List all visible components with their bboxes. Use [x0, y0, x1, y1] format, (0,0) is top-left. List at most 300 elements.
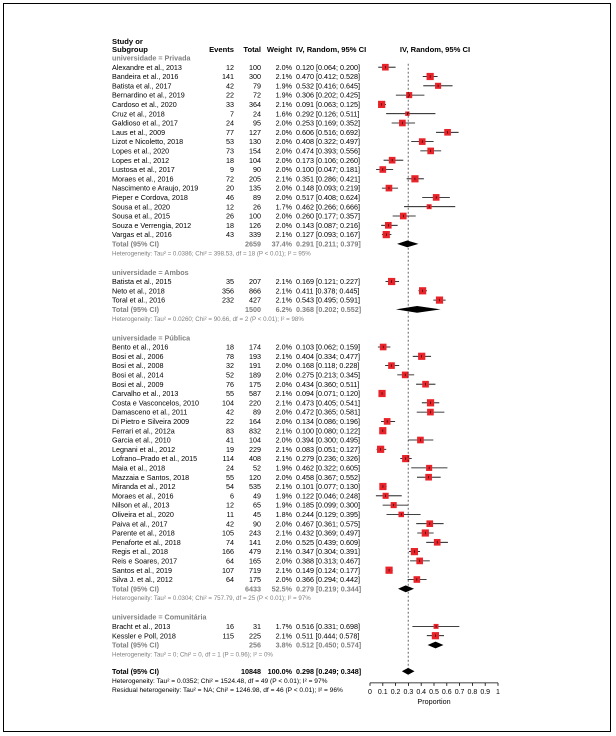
study-total: 126: [249, 220, 261, 230]
study-ci: 0.473 [0.405; 0.541]: [296, 398, 360, 408]
study-ci: 0.366 [0.294; 0.442]: [296, 575, 360, 585]
study-weight: 2.0%: [275, 342, 292, 352]
study-name: Laus et al., 2009: [112, 127, 166, 137]
study-weight: 2.1%: [275, 444, 292, 454]
study-ci: 0.168 [0.118; 0.228]: [296, 361, 360, 371]
study-events: 35: [226, 277, 234, 287]
study-total: 31: [253, 622, 261, 631]
study-weight: 1.6%: [275, 109, 292, 119]
study-total: 100: [249, 211, 261, 221]
study-weight: 1.9%: [275, 81, 292, 91]
study-name: Lofrano–Prado et al., 2015: [112, 454, 198, 464]
study-events: 12: [226, 500, 234, 510]
x-tick-label: 0.9: [480, 688, 491, 696]
study-total: 135: [249, 183, 261, 193]
study-total: 866: [249, 286, 261, 296]
study-weight: 2.0%: [275, 370, 292, 380]
study-ci: 0.404 [0.334; 0.477]: [296, 351, 360, 361]
subgroup-heterogeneity: Heterogeneity: Tau² = 0.0304; Chi² = 757.79, df = 25 (P < 0.01); I² = 97%: [112, 595, 311, 603]
study-ci: 0.394 [0.300; 0.495]: [296, 435, 360, 445]
study-name: Cardoso et al., 2020: [112, 100, 177, 109]
study-total: 220: [249, 398, 261, 408]
study-events: 73: [226, 146, 234, 156]
subgroup-label: universidade = Pública: [112, 333, 191, 343]
x-tick-label: 0.6: [441, 688, 452, 696]
subgroup-diamond: [396, 306, 441, 313]
overall-heterogeneity: Heterogeneity: Tau² = 0.0352; Chi² = 1524.48, df = 49 (P < 0.01); I² = 97%: [112, 677, 328, 685]
study-total: 719: [249, 565, 261, 575]
study-events: 24: [226, 118, 234, 128]
subgroup-heterogeneity: Heterogeneity: Tau² = 0.0386; Chi² = 398.53, df = 18 (P < 0.01); I² = 95%: [112, 250, 311, 258]
study-events: 22: [226, 90, 234, 100]
subgroup-diamond: [428, 642, 444, 649]
study-ci: 0.101 [0.077; 0.130]: [296, 482, 360, 492]
header-events: Events: [209, 45, 234, 54]
study-ci: 0.292 [0.126; 0.511]: [296, 109, 360, 119]
residual-heterogeneity: Residual heterogeneity: Tau² = NA; Chi² = 1246.98, df = 46 (P < 0.01); I² = 96%: [112, 686, 343, 694]
study-events: 74: [226, 537, 234, 547]
study-ci: 0.279 [0.236; 0.326]: [296, 454, 360, 464]
study-events: 55: [226, 389, 234, 399]
study-total: 229: [249, 444, 261, 454]
study-ci: 0.347 [0.304; 0.391]: [296, 547, 360, 557]
study-events: 72: [226, 174, 234, 184]
subgroup-heterogeneity: Heterogeneity: Tau² = 0; Chi² = 0, df = 1 (P = 0.96); I² = 0%: [112, 651, 273, 659]
study-total: 427: [249, 295, 261, 305]
study-events: 22: [226, 417, 234, 426]
study-weight: 2.1%: [275, 547, 292, 557]
study-ci: 0.127 [0.093; 0.167]: [296, 230, 360, 240]
study-weight: 2.1%: [275, 398, 292, 408]
study-events: 20: [226, 183, 234, 193]
subgroup-total-n: 6433: [245, 584, 261, 594]
study-total: 479: [249, 547, 261, 557]
study-weight: 2.0%: [275, 118, 292, 128]
study-events: 12: [226, 202, 234, 212]
study-total: 207: [249, 277, 261, 287]
study-weight: 2.1%: [275, 295, 292, 305]
study-weight: 1.9%: [275, 500, 292, 510]
overall-total-n: 10848: [241, 666, 261, 676]
study-name: Bosi et al., 2006: [112, 351, 164, 361]
study-total: 193: [249, 351, 261, 361]
study-ci: 0.388 [0.313; 0.467]: [296, 556, 360, 566]
study-weight: 2.0%: [275, 537, 292, 547]
study-events: 11: [226, 510, 234, 519]
study-name: Bosi et al., 2009: [112, 379, 164, 389]
study-total: 205: [249, 174, 261, 184]
study-total: 90: [253, 165, 261, 175]
study-ci: 0.470 [0.412; 0.528]: [296, 72, 360, 82]
study-weight: 2.0%: [275, 183, 292, 193]
study-name: Bosi et al., 2014: [112, 370, 164, 380]
study-events: 356: [222, 286, 234, 296]
study-weight: 2.1%: [275, 565, 292, 575]
study-events: 9: [230, 165, 234, 175]
study-total: 164: [249, 417, 261, 426]
study-events: 141: [222, 72, 234, 82]
study-events: 18: [226, 220, 234, 230]
study-total: 225: [249, 631, 261, 641]
overall-total-ci: 0.298 [0.249; 0.348]: [296, 666, 362, 676]
study-events: 64: [226, 575, 234, 585]
study-events: 43: [226, 230, 234, 240]
study-weight: 1.7%: [275, 202, 292, 212]
subgroup-label: universidade = Ambos: [112, 267, 189, 277]
study-events: 16: [226, 622, 234, 631]
study-ci: 0.083 [0.051; 0.127]: [296, 444, 360, 454]
study-events: 42: [226, 81, 234, 91]
study-total: 189: [249, 370, 261, 380]
study-ci: 0.185 [0.099; 0.300]: [296, 500, 360, 510]
subgroup-total-weight: 3.8%: [275, 640, 292, 650]
study-weight: 2.0%: [275, 472, 292, 482]
study-events: 232: [222, 295, 234, 305]
study-name: Batista et al., 2017: [112, 81, 172, 91]
study-name: Regis et al., 2018: [112, 547, 168, 557]
study-name: Penaforte et al., 2018: [112, 537, 181, 547]
study-ci: 0.148 [0.093; 0.219]: [296, 183, 360, 193]
study-weight: 1.9%: [275, 463, 292, 473]
study-events: 55: [226, 472, 234, 482]
study-name: Neto et al., 2018: [112, 286, 165, 296]
study-ci: 0.275 [0.213; 0.345]: [296, 370, 360, 380]
subgroup-total-weight: 52.5%: [271, 584, 292, 594]
subgroup-total-label: Total (95% CI): [112, 239, 159, 249]
study-name: Oliveira et al., 2020: [112, 510, 174, 519]
study-ci: 0.606 [0.516; 0.692]: [296, 127, 360, 137]
study-ci: 0.103 [0.062; 0.159]: [296, 342, 360, 352]
x-tick-label: 1: [496, 688, 500, 696]
study-name: Kessler e Poll, 2018: [112, 631, 176, 641]
study-name: Sousa et al., 2015: [112, 211, 170, 221]
study-total: 535: [249, 482, 261, 492]
study-weight: 2.1%: [275, 631, 292, 641]
study-weight: 2.0%: [275, 165, 292, 175]
subgroup-total-n: 1500: [245, 305, 261, 314]
study-total: 408: [249, 454, 261, 464]
study-name: Paiva et al., 2017: [112, 519, 168, 529]
study-total: 104: [249, 435, 261, 445]
study-total: 174: [249, 342, 261, 352]
subgroup-total-ci: 0.291 [0.211; 0.379]: [296, 239, 361, 249]
study-events: 18: [226, 342, 234, 352]
study-events: 42: [226, 519, 234, 529]
study-total: 45: [253, 510, 261, 519]
study-name: Parente et al., 2018: [112, 528, 175, 538]
study-ci: 0.516 [0.331; 0.698]: [296, 622, 360, 631]
study-weight: 2.1%: [275, 528, 292, 538]
study-name: Galdioso et al., 2017: [112, 118, 178, 128]
study-weight: 1.8%: [275, 510, 292, 519]
study-weight: 2.0%: [275, 407, 292, 417]
study-name: Sousa et al., 2020: [112, 202, 170, 212]
study-ci: 0.474 [0.393; 0.556]: [296, 146, 360, 156]
study-weight: 2.0%: [275, 193, 292, 202]
study-ci: 0.517 [0.408; 0.624]: [296, 193, 360, 202]
subgroup-total-label: Total (95% CI): [112, 305, 159, 314]
study-name: Nascimento e Araujo, 2019: [112, 183, 199, 193]
study-events: 83: [226, 426, 234, 436]
study-name: Moraes et al., 2016: [112, 174, 174, 184]
study-name: Legnani et al., 2012: [112, 444, 176, 454]
study-name: Carvalho et al., 2013: [112, 389, 179, 399]
study-weight: 1.9%: [275, 491, 292, 501]
header-plot: IV, Random, 95% CI: [399, 45, 471, 54]
study-weight: 2.1%: [275, 174, 292, 184]
study-weight: 2.1%: [275, 426, 292, 436]
study-events: 115: [222, 631, 234, 641]
study-weight: 2.1%: [275, 454, 292, 464]
study-total: 100: [249, 62, 261, 72]
study-events: 53: [226, 137, 234, 147]
study-total: 89: [253, 407, 261, 417]
study-weight: 2.0%: [275, 211, 292, 221]
study-name: Reis e Soares, 2017: [112, 556, 178, 566]
study-weight: 2.0%: [275, 146, 292, 156]
study-name: Bosi et al., 2008: [112, 361, 164, 371]
study-ci: 0.094 [0.071; 0.120]: [296, 389, 360, 399]
study-name: Bento et al., 2016: [112, 342, 169, 352]
study-ci: 0.525 [0.439; 0.609]: [296, 537, 360, 547]
study-name: Pieper e Cordova, 2018: [112, 193, 188, 202]
study-ci: 0.434 [0.360; 0.511]: [296, 379, 360, 389]
study-events: 54: [226, 482, 234, 492]
study-name: Silva J. et al., 2012: [112, 575, 173, 585]
x-tick-label: 0.7: [454, 688, 465, 696]
study-ci: 0.244 [0.129; 0.395]: [296, 510, 360, 519]
study-name: Garcia et al., 2010: [112, 435, 171, 445]
x-tick-label: 0.8: [467, 688, 478, 696]
x-tick-label: 0.5: [429, 688, 439, 696]
x-tick-label: 0.3: [403, 688, 414, 696]
study-events: 33: [226, 100, 234, 109]
study-ci: 0.306 [0.202; 0.425]: [296, 90, 360, 100]
study-ci: 0.253 [0.169; 0.352]: [296, 118, 360, 128]
study-weight: 2.1%: [275, 389, 292, 399]
header-weight: Weight: [266, 45, 292, 54]
study-ci: 0.458 [0.367; 0.552]: [296, 472, 360, 482]
study-name: Bernardino et al., 2019: [112, 90, 185, 100]
subgroup-heterogeneity: Heterogeneity: Tau² = 0.0260; Chi² = 90.66, df = 2 (P < 0.01); I² = 98%: [112, 315, 304, 323]
study-events: 76: [226, 379, 234, 389]
study-total: 175: [249, 379, 261, 389]
study-total: 141: [249, 537, 261, 547]
study-ci: 0.467 [0.361; 0.575]: [296, 519, 360, 529]
study-weight: 2.0%: [275, 556, 292, 566]
study-weight: 2.0%: [275, 361, 292, 371]
study-total: 26: [253, 202, 261, 212]
study-ci: 0.411 [0.378; 0.445]: [296, 286, 360, 296]
study-weight: 2.1%: [275, 482, 292, 492]
study-events: 18: [226, 155, 234, 165]
study-events: 104: [222, 398, 234, 408]
header-study: Study or: [112, 37, 143, 46]
study-ci: 0.408 [0.322; 0.497]: [296, 137, 360, 147]
subgroup-total-weight: 37.4%: [271, 239, 292, 249]
study-weight: 2.0%: [275, 137, 292, 147]
study-ci: 0.091 [0.063; 0.125]: [296, 100, 360, 109]
study-name: Bracht et al., 2013: [112, 622, 171, 631]
header-ci: IV, Random, 95% CI: [296, 45, 367, 54]
study-weight: 2.0%: [275, 417, 292, 426]
overall-total-weight: 100.0%: [267, 666, 292, 676]
study-total: 65: [253, 500, 261, 510]
study-weight: 2.1%: [275, 72, 292, 82]
study-events: 114: [222, 454, 234, 464]
study-name: Costa e Vasconcelos, 2010: [112, 398, 199, 408]
study-ci: 0.149 [0.124; 0.177]: [296, 565, 360, 575]
subgroup-label: universidade = Privada: [112, 53, 191, 63]
study-ci: 0.134 [0.086; 0.196]: [296, 417, 360, 426]
study-ci: 0.472 [0.365; 0.581]: [296, 407, 360, 417]
study-name: Maia et al., 2018: [112, 463, 166, 473]
study-name: Lopes et al., 2012: [112, 155, 170, 165]
study-weight: 2.1%: [275, 230, 292, 240]
study-weight: 2.1%: [275, 100, 292, 109]
study-ci: 0.122 [0.046; 0.248]: [296, 491, 360, 501]
subgroup-diamond: [397, 241, 419, 248]
study-total: 243: [249, 528, 261, 538]
study-total: 364: [249, 100, 261, 109]
study-total: 49: [253, 491, 261, 501]
study-weight: 2.0%: [275, 127, 292, 137]
subgroup-total-label: Total (95% CI): [112, 584, 159, 594]
study-weight: 2.0%: [275, 379, 292, 389]
study-name: Nilson et al., 2013: [112, 500, 170, 510]
study-name: Santos et al., 2019: [112, 565, 172, 575]
subgroup-total-n: 2659: [245, 239, 261, 249]
study-total: 24: [253, 109, 261, 119]
study-name: Moraes et al., 2016: [112, 491, 174, 501]
study-ci: 0.532 [0.416; 0.645]: [296, 81, 360, 91]
header-total: Total: [243, 45, 261, 54]
study-ci: 0.100 [0.080; 0.122]: [296, 426, 360, 436]
study-name: Toral et al., 2016: [112, 295, 166, 305]
study-total: 89: [253, 193, 261, 202]
subgroup-total-ci: 0.279 [0.219; 0.344]: [296, 584, 362, 594]
study-events: 42: [226, 407, 234, 417]
study-events: 7: [230, 109, 234, 119]
study-total: 52: [253, 463, 261, 473]
study-weight: 2.1%: [275, 286, 292, 296]
study-ci: 0.173 [0.106; 0.260]: [296, 155, 360, 165]
study-events: 41: [226, 435, 234, 445]
study-weight: 2.0%: [275, 62, 292, 72]
subgroup-label: universidade = Comunitária: [112, 612, 207, 622]
study-ci: 0.351 [0.286; 0.421]: [296, 174, 360, 184]
study-total: 130: [249, 137, 261, 147]
study-name: Souza e Verrengia, 2012: [112, 220, 192, 230]
study-total: 832: [249, 426, 261, 436]
study-weight: 2.0%: [275, 519, 292, 529]
study-name: Mazzaia e Santos, 2018: [112, 472, 190, 482]
subgroup-total-label: Total (95% CI): [112, 640, 159, 650]
study-total: 300: [249, 72, 261, 82]
study-name: Vargas et al., 2016: [112, 230, 172, 240]
overall-total-label: Total (95% CI): [112, 666, 159, 676]
study-total: 90: [253, 519, 261, 529]
study-events: 12: [226, 62, 234, 72]
study-weight: 1.9%: [275, 90, 292, 100]
study-name: Ferrari et al., 2012a: [112, 426, 175, 436]
study-total: 127: [249, 127, 261, 137]
study-total: 191: [249, 361, 261, 371]
study-ci: 0.511 [0.444; 0.578]: [296, 631, 360, 641]
study-total: 154: [249, 146, 261, 156]
header-subgroup: Subgroup: [112, 45, 148, 54]
study-events: 166: [222, 547, 234, 557]
subgroup-diamond: [398, 585, 414, 592]
study-total: 120: [249, 472, 261, 482]
study-events: 105: [222, 528, 234, 538]
study-total: 175: [249, 575, 261, 585]
study-total: 79: [253, 81, 261, 91]
study-total: 95: [253, 118, 261, 128]
study-events: 32: [226, 361, 234, 371]
study-name: Di Pietro e Silveira 2009: [112, 417, 190, 426]
study-name: Cruz et al., 2018: [112, 109, 165, 119]
subgroup-total-ci: 0.368 [0.202; 0.552]: [296, 305, 362, 314]
study-name: Batista et al., 2015: [112, 277, 172, 287]
subgroup-total-ci: 0.512 [0.450; 0.574]: [296, 640, 362, 650]
study-weight: 2.0%: [275, 435, 292, 445]
study-name: Lustosa et al., 2017: [112, 165, 175, 175]
study-events: 52: [226, 370, 234, 380]
study-ci: 0.100 [0.047; 0.181]: [296, 165, 360, 175]
study-name: Lopes et al., 2020: [112, 146, 170, 156]
study-ci: 0.432 [0.369; 0.497]: [296, 528, 360, 538]
study-events: 19: [226, 444, 234, 454]
study-ci: 0.143 [0.087; 0.216]: [296, 220, 360, 230]
study-events: 46: [226, 193, 234, 202]
study-events: 26: [226, 211, 234, 221]
subgroup-total-weight: 6.2%: [275, 305, 292, 314]
study-ci: 0.120 [0.064; 0.200]: [296, 62, 360, 72]
study-ci: 0.462 [0.266; 0.666]: [296, 202, 360, 212]
x-tick-label: 0.2: [390, 688, 401, 696]
study-weight: 2.1%: [275, 351, 292, 361]
study-weight: 2.0%: [275, 155, 292, 165]
study-weight: 2.0%: [275, 220, 292, 230]
study-name: Bandeira et al., 2016: [112, 72, 179, 82]
study-events: 107: [222, 565, 234, 575]
study-name: Miranda et al., 2012: [112, 482, 176, 492]
study-total: 165: [249, 556, 261, 566]
study-ci: 0.462 [0.322; 0.605]: [296, 463, 360, 473]
study-total: 104: [249, 155, 261, 165]
study-events: 64: [226, 556, 234, 566]
study-weight: 2.1%: [275, 277, 292, 287]
x-tick-label: 0.1: [377, 688, 388, 696]
study-events: 78: [226, 351, 234, 361]
study-name: Damasceno et al., 2011: [112, 407, 188, 417]
study-ci: 0.260 [0.177; 0.357]: [296, 211, 360, 221]
study-events: 24: [226, 463, 234, 473]
x-tick-label: 0: [368, 688, 372, 696]
study-total: 587: [249, 389, 261, 399]
study-total: 339: [249, 230, 261, 240]
study-weight: 2.0%: [275, 575, 292, 585]
study-name: Alexandre et al., 2013: [112, 62, 182, 72]
subgroup-total-n: 256: [249, 640, 261, 650]
study-total: 72: [253, 90, 261, 100]
study-ci: 0.169 [0.121; 0.227]: [296, 277, 360, 287]
study-weight: 1.7%: [275, 622, 292, 631]
x-axis-label: Proportion: [417, 696, 451, 706]
study-ci: 0.543 [0.495; 0.591]: [296, 295, 360, 305]
x-tick-label: 0.4: [416, 688, 427, 696]
